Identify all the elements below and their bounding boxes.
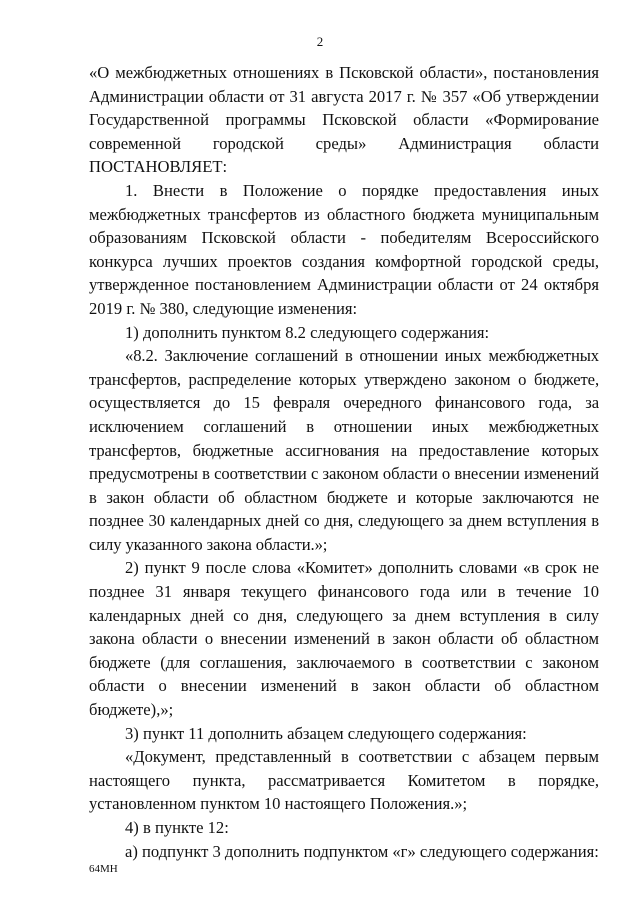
paragraph-clause-8-2: «8.2. Заключение соглашений в отношении иных межбюджетных трансфертов, распределение которых утверждено законом о бюджете, осуществляется до 15 февраля очередного финансового года, за исключением соглашений в отношении иных межбюджетных трансфертов, бюджетные ассигнования на предоставление которых предусмотрены в соответствии с законом области о внесении изменений в закон области об областном бюджете и которые заключаются не позднее 30 календарных дней со дня, следующего за днем вступления в силу указанного закона области.»; <box>89 346 599 554</box>
footer-code: 64МН <box>89 863 118 875</box>
paragraph-preamble: «О межбюджетных отношениях в Псковской области», постановления Администрации области от 31 августа 2017 г. № 357 «Об утверждении Государственной программы Псковской области «Формирование современной городской среды» Администрация области ПОСТАНОВЛЯЕТ: <box>89 63 599 177</box>
paragraph-subitem-4: 4) в пункте 12: <box>125 818 229 837</box>
paragraph-item-1: 1. Внести в Положение о порядке предоставления иных межбюджетных трансфертов из областного бюджета муниципальным образованиям Псковской области - победителям Всероссийского конкурса лучших проектов создания комфортной городской среды, утвержденное постановлением Администрации области от 24 октября 2019 г. № 380, следующие изменения: <box>89 180 599 318</box>
paragraph-quoted-abzac: «Документ, представленный в соответствии с абзацем первым настоящего пункта, рассматривается Комитетом в порядке, установленном пунктом 10 настоящего Положения.»; <box>89 747 599 814</box>
paragraph-subitem-3: 3) пункт 11 дополнить абзацем следующего содержания: <box>125 723 527 743</box>
document-body <box>89 61 599 863</box>
paragraph-subitem-1: 1) дополнить пунктом 8.2 следующего содержания: <box>125 322 490 342</box>
page-number: 2 <box>316 34 324 49</box>
paragraph-subitem-a: а) подпункт 3 дополнить подпунктом «г» следующего содержания: <box>125 841 599 861</box>
paragraph-subitem-2: 2) пункт 9 после слова «Комитет» дополнить словами «в срок не позднее 31 января текущего финансового года или в течение 10 календарных дней со дня, следующего за днем вступления в силу закона области о внесении изменений в закон области об областном бюджете (для соглашения, заключаемого в соответствии с законом области о внесении изменений в закон области об областном бюджете),»; <box>89 558 599 720</box>
